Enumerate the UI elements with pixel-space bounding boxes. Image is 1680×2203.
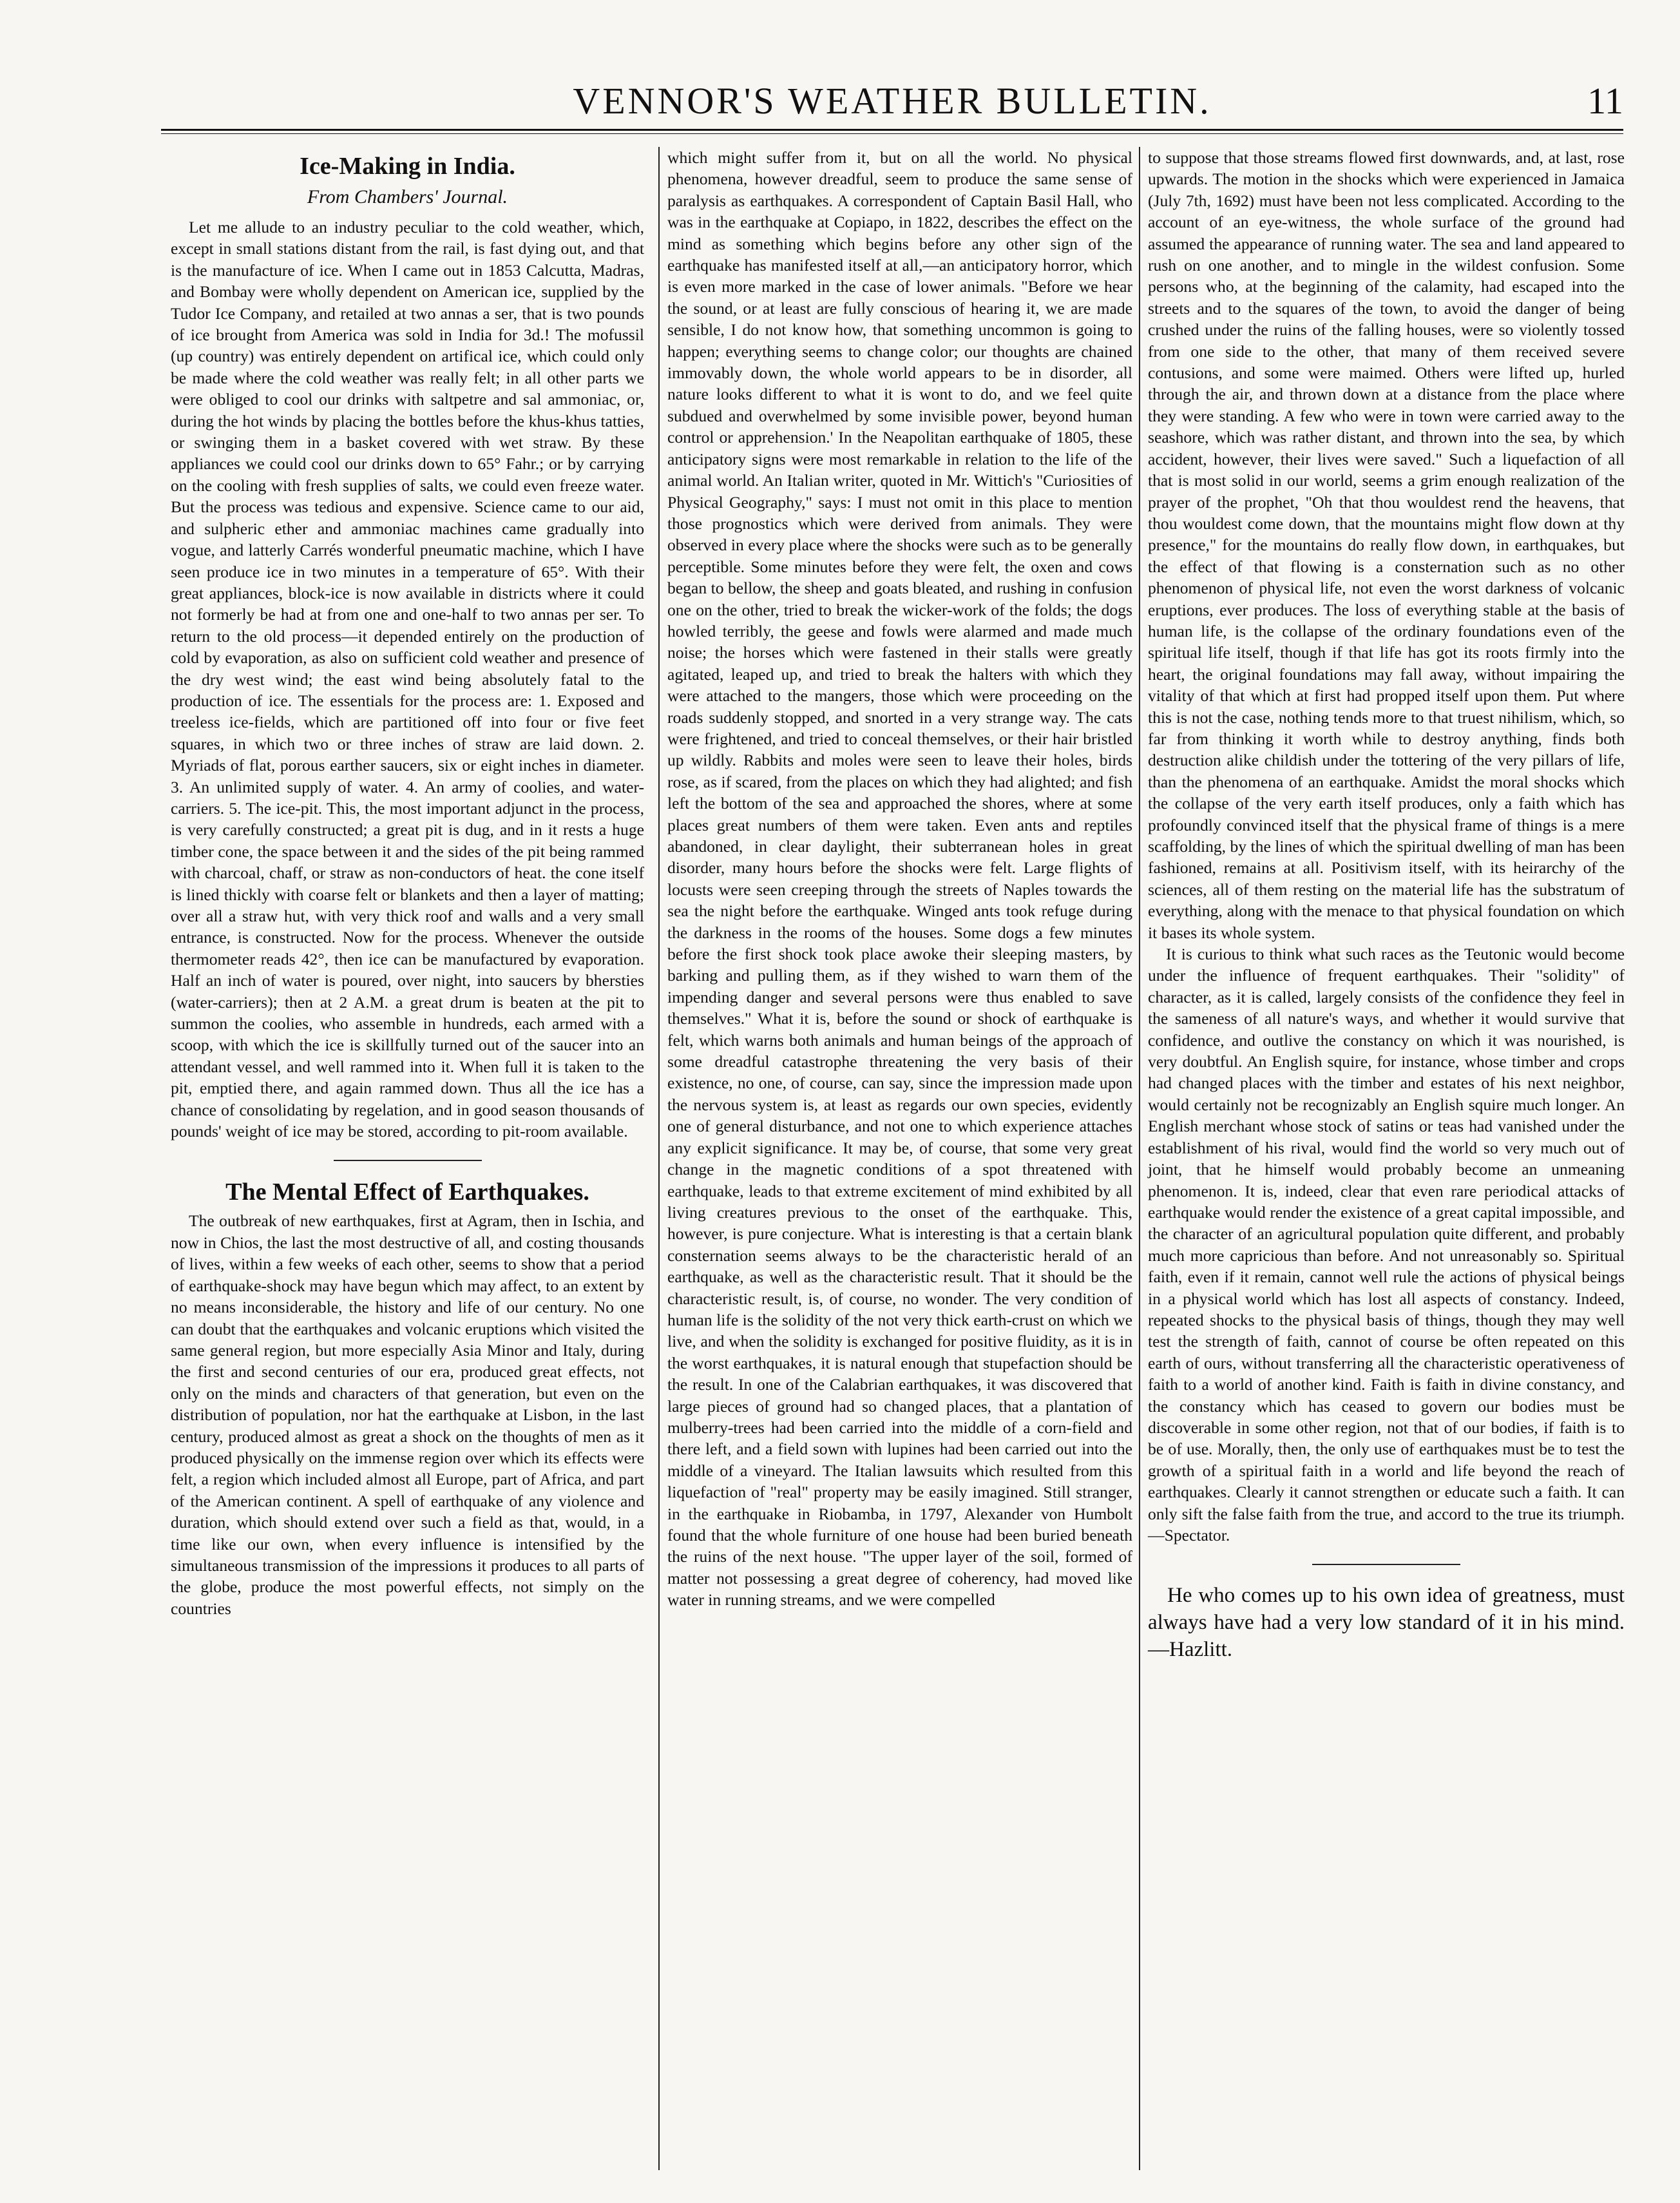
article-paragraph: It is curious to think what such races as the Teutonic would become under the influence of frequent earthquakes. Their "solidity" of character, as it is called, largely consists of the confidence they feel in the sameness of all nature's ways, and whether it would survive that confidence, and outlive the constancy on which it was nourished, is very doubtful. An English squire, for instance, whose timber and crops had changed places with the timber and estates of his next neighbor, would certainly not be recognizably an English squire much longer. An English merchant whose stock of satins or teas had vanished under the establishment of his rival, would find the world so very much out of joint, that he himself would probably become an unmeaning phenomenon. It is, indeed, clear that even rare periodical attacks of earthquake would render the existence of a great capital impossible, and the character of an agricultural population quite different, and probably much more capricious than before. And not unreasonably so. Spiritual faith, even if it remain, cannot well rule the actions of physical beings in a physical world which has lost all aspects of constancy. Indeed, repeated shocks to the physical basis of things, though they may well test the strength of faith, cannot of course be often repeated on this earth of ours, without transferring all the characteristic operativeness of faith to a world of another kind. Faith is faith in divine constancy, and the constancy which has ceased to govern our bodies must be discoverable in some other region, not that of our bodies, if faith is to be of use. Morally, then, the only use of earthquakes must be to test the growth of a spiritual faith in a world and life beyond the reach of earthquakes. Clearly it cannot strengthen or educate such a faith. It can only sift the false faith from the true, and accord to the true its triumph.—Spectator. xyxy=(1148,945,1625,1544)
section-divider xyxy=(334,1160,482,1161)
header-rule xyxy=(161,129,1623,131)
article-paragraph: which might suffer from it, but on all the world. No physical phenomena, however dreadful, seem to produce the same sense of paralysis as earthquakes. A correspondent of Captain Basil Hall, who was in the earthquake at Copiapo, in 1822, describes the effect on the mind as something which begins before any other sign of the earthquake has manifested itself at all,—an anticipatory horror, which is even more marked in the case of lower animals. "Before we hear the sound, or at least are fully conscious of hearing it, we are made sensible, I do not know how, that something uncommon is going to happen; everything seems to change color; our thoughts are chained immovably down, the whole world appears to be in disorder, all nature looks different to what it is wont to do, and we feel quite subdued and overwhelmed by some invisible power, beyond human control or apprehension.' In the Neapolitan earthquake of 1805, these anticipatory signs were most remarkable in relation to the life of the animal world. An Italian writer, quoted in Mr. Wittich's "Curiosities of Physical Geography," says: I must not omit in this place to mention those prognostics which were derived from animals. They were observed in every place where the shocks were such as to be generally perceptible. Some minutes before they were felt, the oxen and cows began to bellow, the sheep and goats bleated, and rushing in confusion one on the other, tried to break the wicker-work of the folds; the dogs howled terribly, the geese and fowls were alarmed and made much noise; the horses which were fastened in their stalls were greatly agitated, leaped up, and tried to break the halters with which they were attached to the mangers, those which were proceeding on the roads suddenly stopped, and snorted in a very strange way. The cats were frightened, and tried to conceal themselves, or their hair bristled up wildly. Rabbits and moles were seen to leave their holes, birds rose, as if scared, from the places on which they had alighted; and fish left the bottom of the sea and approached the shores, where at some places great numbers of them were taken. Even ants and reptiles abandoned, in clear daylight, their subterranean holes in great disorder, many hours before the shocks were felt. Large flights of locusts were seen creeping through the streets of Naples towards the sea the night before the earthquake. Winged ants took refuge during the darkness in the rooms of the houses. Some dogs a few minutes before the first shock took place awoke their sleeping masters, by barking and pulling them, as if they wished to warn them of the impending danger and several persons were thus enabled to save themselves." What it is, before the sound or shock of earthquake is felt, which warns both animals and human beings of the approach of some dreadful catastrophe threatening the very basis of their existence, no one, of course, can say, since the impression made upon the nervous system is, at least as regards our own species, evidently one of general disturbance, and not one to which experience attaches any explicit significance. It may be, of course, that some very great change in the magnetic conditions of a spot threatened with earthquake, leads to that extreme excitement of mind exhibited by all living creatures previous to the onset of the earthquake. This, however, is pure conjecture. What is interesting is that a certain blank consternation seems always to be the characteristic herald of an earthquake, as well as the characteristic result. That it should be the characteristic result, is, of course, no wonder. The very condition of human life is the solidity of the not very thick earth-crust on which we live, and when the solidity is exchanged for positive fluidity, as it is in the worst earthquakes, it is natural enough that stupefaction should be the result. In one of the Calabrian earthquakes, it was discovered that large pieces of ground had so changed places, that a plantation of mulberry-trees had been carried into the middle of a corn-field and there left, and a field sown with lupines had been carried out into the middle of a vineyard. The Italian lawsuits which resulted from this liquefaction of "real" property may be easily imagined. Still stranger, in the earthquake in Riobamba, in 1797, Alexander von Humbolt found that the whole furniture of one house had been buried beneath the ruins of the next house. "The upper layer of the soil, formed of matter not possessing a great degree of coherency, had moved like water in running streams, and we were compelled xyxy=(667,148,1132,1610)
quotation xyxy=(1148,1582,1625,1663)
article-paragraph: Let me allude to an industry peculiar to the cold weather, which, except in small stations distant from the rail, is fast dying out, and that is the manufacture of ice. When I came out in 1853 Calcutta, Madras, and Bombay were wholly dependent on American ice, supplied by the Tudor Ice Company, and retailed at two annas a ser, that is two pounds of ice brought from America was sold in India for 3d.! The mofussil (up country) was entirely dependent on artifical ice, which could only be made where the cold weather was really felt; in all other parts we were obliged to cool our drinks with saltpetre and sal ammoniac, or, during the hot winds by placing the bottles before the khus-khus tatties, or swinging them in a basket covered with wet straw. By these appliances we could cool our drinks down to 65° Fahr.; or by carrying on the cooling with fresh supplies of salts, we could even freeze water. But the process was tedious and expensive. Science came to our aid, and sulpheric ether and ammoniac machines came gradually into vogue, and latterly Carrés wonderful pneumatic machine, which I have seen produce ice in two minutes in a temperature of 65°. With their great appliances, block-ice is now available in districts where it could not formerly be had at from one and one-half to two annas per ser. To return to the old process—it depended entirely on the production of cold by evaporation, as also on sufficient cold weather and presence of the dry west wind; the east wind being absolutely fatal to the production of ice. The essentials for the process are: 1. Exposed and treeless ice-fields, which are partitioned off into four or five feet squares, in which two or three inches of straw are laid down. 2. Myriads of flat, porous earther saucers, six or eight inches in diameter. 3. An unlimited supply of water. 4. An army of coolies, and water-carriers. 5. The ice-pit. This, the most important adjunct in the process, is very carefully constructed; a great pit is dug, and in it rests a huge timber cone, the space between it and the sides of the pit being rammed with charcoal, chaff, or straw as non-conductors of heat. the cone itself is lined thickly with coarse felt or blankets and then a layer of matting; over all a straw hut, with very thick roof and walls and a very small entrance, is constructed. Now for the process. Whenever the outside thermometer reads 42°, then ice can be manufactured by evaporation. Half an inch of water is poured, over night, into saucers by bhersties (water-carriers); then at 2 A.M. a great drum is beaten at the pit to summon the coolies, who assemble in hundreds, each armed with a scoop, with which the ice is skillfully turned out of the saucer into an attendant vessel, and well rammed into it. When full it is taken to the pit, emptied there, and again rammed down. Thus all the ice has a chance of consolidating by regelation, and in good season thousands of pounds' weight of ice may be stored, according to pit-room available. xyxy=(171,218,644,1141)
article-title: The Mental Effect of Earthquakes. xyxy=(225,1178,589,1206)
article-source: From Chambers' Journal. xyxy=(307,186,508,207)
section-divider xyxy=(1312,1564,1460,1565)
article-paragraph: The outbreak of new earthquakes, first at Agram, then in Ischia, and now in Chios, the last the most destructive of all, and costing thousands of lives, within a few weeks of each other, seems to show that a period of earthquake-shock may have begun which may affect, to an extent by no means inconsiderable, the history and life of our century. No one can doubt that the earthquakes and volcanic eruptions which visited the same general region, but more especially Asia Minor and Italy, during the first and second centuries of our era, produced great effects, not only on the minds and characters of that generation, but even on the distribution of population, nor hat the earthquake at Lisbon, in the last century, produced almost as great a shock on the thoughts of men as it produced physically on the immense region over which its effects were felt, a region which included almost all Europe, part of Africa, and part of the American continent. A spell of earthquake of any violence and duration, which should extend over such a field as that, would, in a time like our own, when every influence is intensified by the simultaneous transmission of the impressions it produces to all parts of the globe, produce the most powerful effects, not simply on the countries xyxy=(171,1211,644,1618)
column-2 xyxy=(658,147,1132,2170)
article-title: Ice-Making in India. xyxy=(300,153,515,180)
column-1 xyxy=(171,147,644,1619)
article-ice-making xyxy=(171,152,644,1142)
quotation-text: He who comes up to his own idea of greatness, must always have had a very low standard of it in his mind.—Hazlitt. xyxy=(1148,1584,1625,1662)
article-paragraph: to suppose that those streams flowed first downwards, and, at last, rose upwards. The motion in the shocks which were experienced in Jamaica (July 7th, 1692) must have been not less complicated. According to the account of an eye-witness, the whole surface of the ground had assumed the appearance of running water. The sea and land appeared to rush on one another, and to mingle in the wildest confusion. Some persons who, at the beginning of the calamity, had escaped into the streets and to the squares of the town, to avoid the danger of being crushed under the ruins of the falling houses, were so violently tossed from one side to the other, that many of them received severe contusions, and some were maimed. Others were lifted up, hurled through the air, and thrown down at a distance from the place where they were standing. A few who were in town were carried away to the seashore, which was rather distant, and thrown into the sea, by which accident, however, their lives were saved." Such a liquefaction of all that is most solid in our world, seems a grim enough realization of the prayer of the prophet, "Oh that thou wouldest rend the heavens, that thou wouldest come down, that the mountains might flow down at thy presence," for the mountains do really flow down, in earthquakes, but the effect of that flowing is a consternation such as no other phenomenon of physical life, not even the worst darkness of volcanic eruptions, ever produces. The loss of everything stable at the basis of human life, is the collapse of the ordinary foundations even of the spiritual life itself, though if that life has got its roots firmly into the heart, the original foundations may fall away, without impairing the vitality of that which at first had propped itself upon them. Put where this is not the case, nothing tends more to that truest nihilism, which, so far from thinking it worth while to destroy anything, finds both destruction alike childish under the tottering of the very pillars of life, than the phenomena of an earthquake. Amidst the moral shocks which the collapse of the very earth itself produces, only a faith which has profoundly convinced itself that the physical frame of things is a mere scaffolding, by the lines of which the spiritual dwelling of man has been fashioned, remains at all. Positivism itself, with its heirarchy of the sciences, all of them resting on the material life has the substratum of everything, along with the menace to that physical foundation on which it bases its whole system. xyxy=(1148,148,1625,942)
column-3 xyxy=(1139,147,1625,2170)
page-header xyxy=(161,76,1623,128)
publication-title: VENNOR'S WEATHER BULLETIN. xyxy=(573,80,1212,122)
page-number: 11 xyxy=(1587,80,1623,122)
article-earthquakes xyxy=(171,1178,644,1619)
